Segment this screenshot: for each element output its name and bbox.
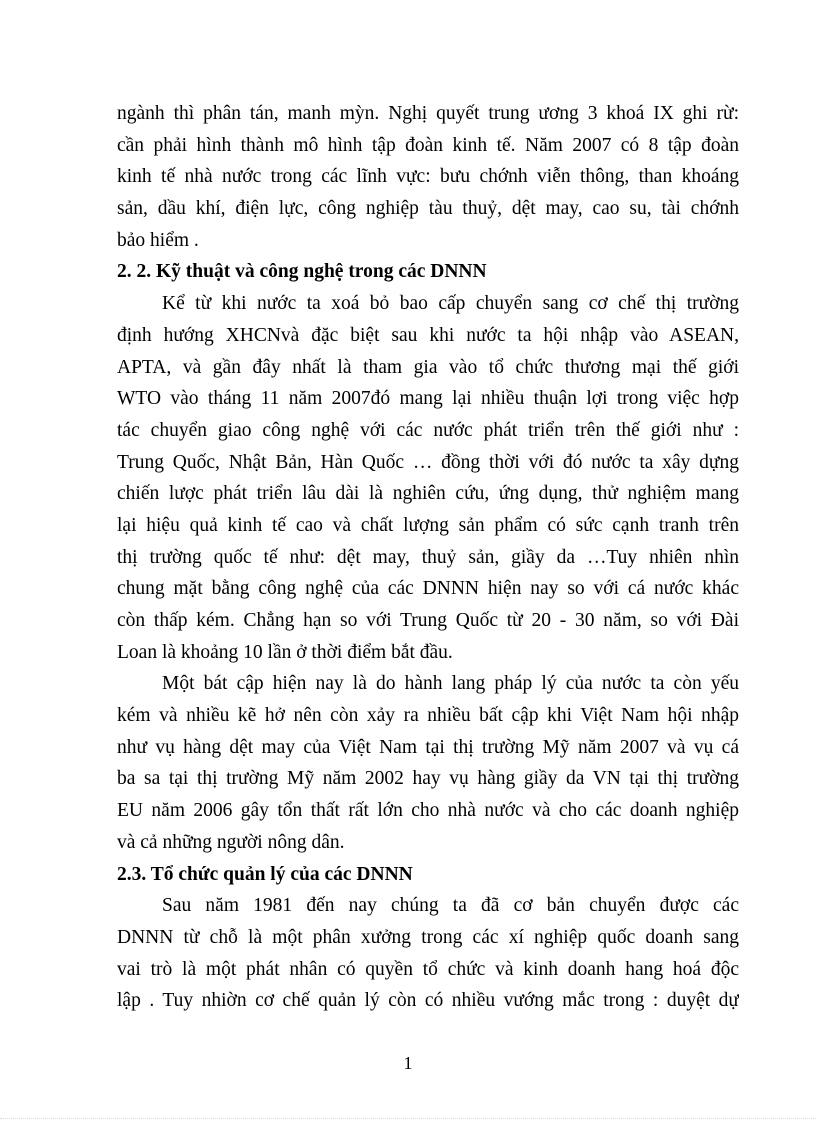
paragraph-4 [117, 890, 739, 1017]
page-bottom-rule [0, 1118, 816, 1119]
section-heading-2-3: 2.3. Tổ chức quản lý của các DNNN [117, 863, 413, 885]
text-line: kinh tế nhà nước trong các lĩnh vực: bưu chớnh viễn thông, than khoáng [117, 166, 739, 188]
text-line: bảo hiểm . [117, 229, 199, 251]
text-line: EU năm 2006 gây tổn thất rất lớn cho nhà nước và cho các doanh nghiệp [117, 800, 739, 822]
text-line: còn thấp kém. Chẳng hạn so với Trung Quốc từ 20 - 30 năm, so với Đài [117, 610, 739, 631]
text-line: Một bát cập hiện nay là do hành lang pháp lý của nước ta còn yếu [162, 673, 739, 695]
page-number: 1 [403, 1053, 413, 1073]
text-line: chung mặt bằng công nghệ của các DNNN hiện nay so với cá nước khác [117, 578, 739, 600]
text-line: lập . Tuy nhiờn cơ chế quản lý còn có nhiều vướng mắc trong : duyệt dự [117, 990, 739, 1012]
text-line: kém và nhiều kẽ hở nên còn xảy ra nhiều bất cập khi Việt Nam hội nhập [117, 705, 739, 727]
text-line: và cả những người nông dân. [117, 831, 345, 853]
text-line: DNNN từ chỗ là một phân xưởng trong các xí nghiệp quốc doanh sang [117, 926, 739, 948]
text-line: chiến lược phát triển lâu dài là nghiên cứu, ứng dụng, thử nghiệm mang [117, 483, 739, 505]
text-line: như vụ hàng dệt may của Việt Nam tại thị trường Mỹ năm 2007 và vụ cá [117, 736, 739, 758]
text-line: Trung Quốc, Nhật Bản, Hàn Quốc … đồng thời với đó nước ta xây dựng [117, 451, 739, 473]
paragraph-3 [117, 668, 739, 858]
text-line: thị trường quốc tế như: dệt may, thuỷ sản, giầy da …Tuy nhiên nhìn [117, 546, 739, 568]
text-line: lại hiệu quả kinh tế cao và chất lượng sản phẩm có sức cạnh tranh trên [117, 514, 739, 536]
text-line: ba sa tại thị trường Mỹ năm 2002 hay vụ hàng giầy da VN tại thị trường [117, 768, 739, 790]
text-line: APTA, và gần đây nhất là tham gia vào tổ chức thương mại thế giới [117, 356, 739, 378]
section-heading-2-2: 2. 2. Kỹ thuật và công nghệ trong các DNNN [117, 261, 487, 283]
text-line: Sau năm 1981 đến nay chúng ta đã cơ bản chuyển được các [162, 895, 739, 917]
text-line: ngành thì phân tán, manh mỳn. Nghị quyết trung ương 3 khoá IX ghi rừ: [117, 103, 739, 124]
text-line: Kể từ khi nước ta xoá bỏ bao cấp chuyển sang cơ chế thị trường [162, 293, 739, 315]
text-line: định hướng XHCNvà đặc biệt sau khi nước ta hội nhập vào ASEAN, [117, 324, 739, 346]
text-line: sản, dầu khí, điện lực, công nghiệp tàu thuỷ, dệt may, cao su, tài chớnh [117, 198, 739, 220]
document-page [117, 98, 739, 1017]
text-line: Loan là khoảng 10 lần ở thời điểm bắt đầu. [117, 641, 453, 663]
paragraph-1 [117, 98, 739, 256]
text-line: cần phải hình thành mô hình tập đoàn kinh tế. Năm 2007 có 8 tập đoàn [117, 134, 739, 156]
text-line: vai trò là một phát nhân có quyền tổ chức và kinh doanh hang hoá độc [117, 958, 739, 980]
text-line: WTO vào tháng 11 năm 2007đó mang lại nhiều thuận lợi trong việc hợp [117, 388, 739, 410]
text-line: tác chuyển giao công nghệ với các nước phát triển trên thế giới như : [117, 419, 739, 441]
paragraph-2 [117, 288, 739, 668]
